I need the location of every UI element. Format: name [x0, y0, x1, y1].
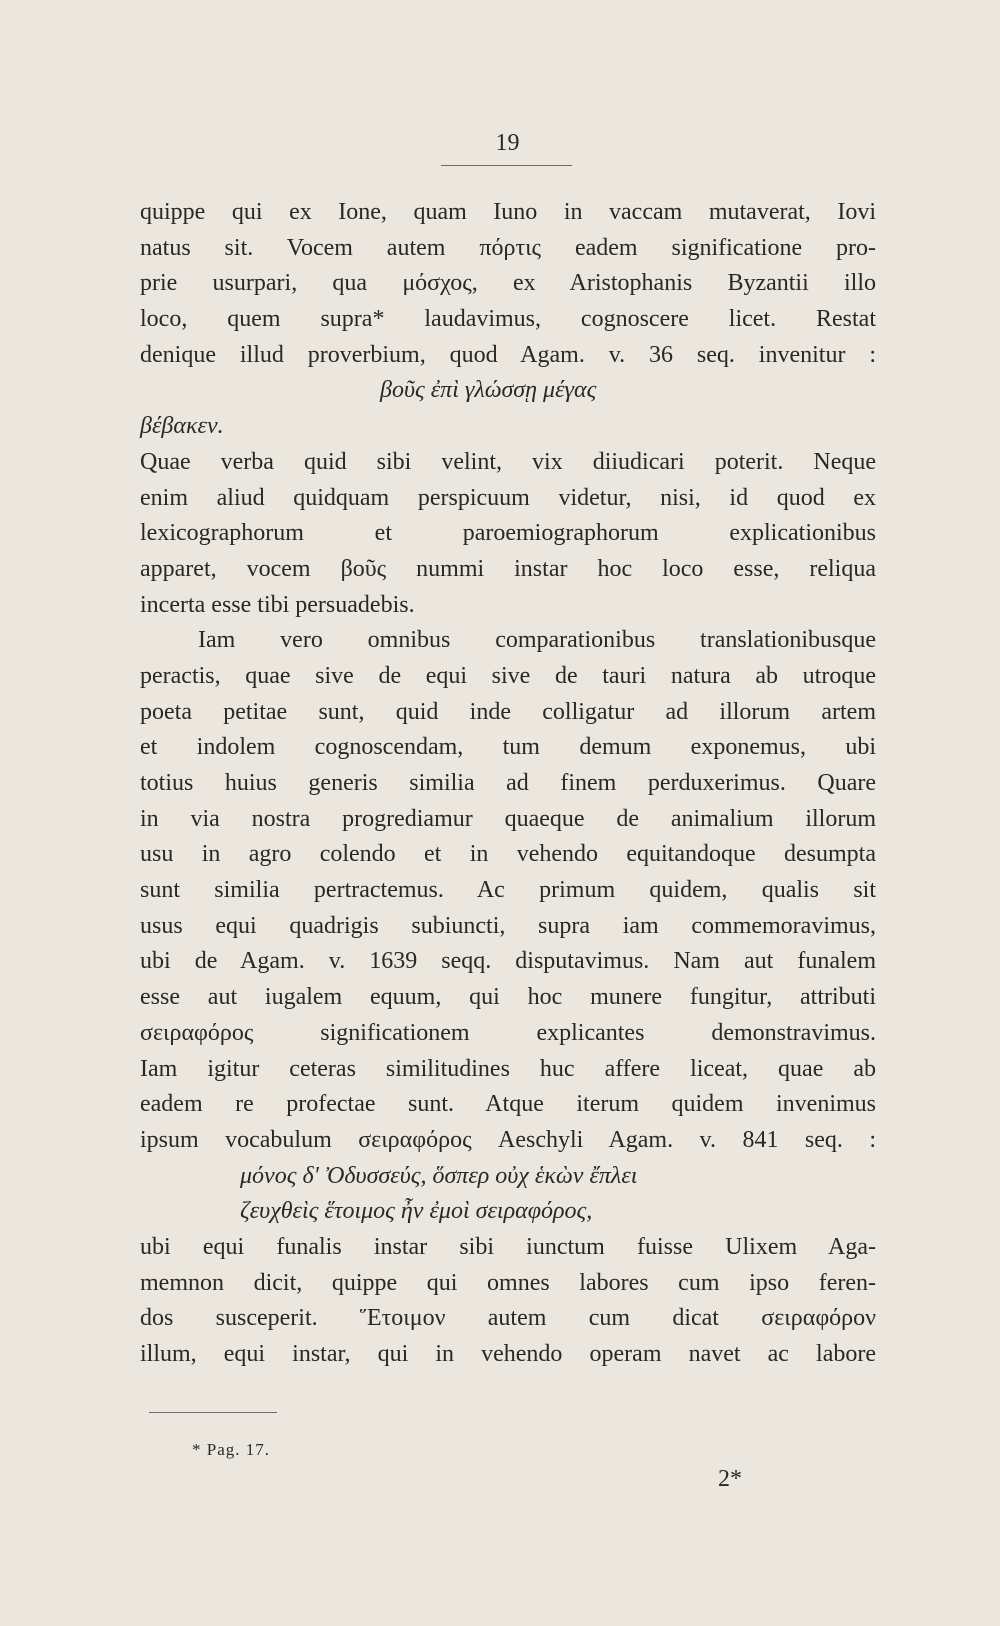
text-line: sunt similia pertractemus. Ac primum quidem, qualis sit	[140, 877, 876, 904]
text-line: illum, equi instar, qui in vehendo operam navet ac labore	[140, 1341, 876, 1367]
text-line: quippe qui ex Ione, quam Iuno in vaccam mutaverat, Iovi	[140, 199, 876, 225]
greek-quote-1	[140, 373, 876, 444]
text-line: enim aliud quidquam perspicuum videtur, nisi, id quod ex	[140, 484, 876, 511]
text-line: Quae verba quid sibi velint, vix diiudicari poterit. Neque	[140, 448, 876, 475]
text-line: eadem re profectae sunt. Atque iterum quidem invenimus	[140, 1091, 876, 1118]
text-line: prie usurpari, qua μόσχος, ex Aristophanis Byzantii illo	[140, 270, 876, 297]
paragraph-2	[140, 445, 876, 623]
quote-line: μόνος δ' Ὀδυσσεύς, ὅσπερ οὐχ ἑκὼν ἔπλει	[240, 1162, 638, 1189]
quote-line: ζευχθεὶς ἕτοιμος ἦν ἐμοὶ σειραφόρος,	[240, 1198, 593, 1225]
quote-line: βέβακεν.	[140, 413, 224, 440]
text-line: natus sit. Vocem autem πόρτις eadem significatione pro-	[140, 234, 876, 261]
greek-quote-2	[140, 1159, 876, 1230]
text-line: in via nostra progrediamur quaeque de animalium illorum	[140, 805, 876, 832]
paragraph-1	[140, 195, 876, 373]
text-line: ubi equi funalis instar sibi iunctum fuisse Ulixem Aga-	[140, 1233, 876, 1260]
text-line: lexicographorum et paroemiographorum explicationibus	[140, 520, 876, 547]
text-line: denique illud proverbium, quod Agam. v. 36 seq. invenitur :	[140, 341, 876, 368]
signature-mark: 2*	[718, 1466, 742, 1492]
paragraph-4	[140, 1230, 876, 1373]
text-line: usus equi quadrigis subiuncti, supra iam commemoravimus,	[140, 912, 876, 939]
text-line: et indolem cognoscendam, tum demum exponemus, ubi	[140, 734, 876, 761]
page-number: 19	[495, 130, 520, 156]
footnote-rule	[149, 1412, 277, 1413]
page-body	[140, 195, 876, 1373]
quote-line: βοῦς ἐπὶ γλώσσῃ μέγας	[380, 377, 597, 404]
text-line: loco, quem supra* laudavimus, cognoscere licet. Restat	[140, 306, 876, 333]
header-rule	[441, 165, 572, 166]
text-line: incerta esse tibi persuadebis.	[140, 591, 415, 618]
text-line: apparet, vocem βοῦς nummi instar hoc loco esse, reliqua	[140, 555, 876, 582]
text-line: ipsum vocabulum σειραφόρος Aeschyli Agam. v. 841 seq. :	[140, 1126, 876, 1153]
text-line: esse aut iugalem equum, qui hoc munere fungitur, attributi	[140, 984, 876, 1011]
text-line: Iam igitur ceteras similitudines huc affere liceat, quae ab	[140, 1055, 876, 1082]
text-line: σειραφόρος significationem explicantes demonstravimus.	[140, 1019, 876, 1046]
text-line: memnon dicit, quippe qui omnes labores cum ipso feren-	[140, 1269, 876, 1296]
text-line: usu in agro colendo et in vehendo equitandoque desumpta	[140, 841, 876, 868]
text-line: totius huius generis similia ad finem perduxerimus. Quare	[140, 770, 876, 796]
text-line: dos susceperit. Ἕτοιμον autem cum dicat σειραφόρον	[140, 1305, 876, 1332]
text-line: Iam vero omnibus comparationibus translationibusque	[198, 627, 876, 654]
footnote: * Pag. 17.	[192, 1440, 270, 1459]
text-line: ubi de Agam. v. 1639 seqq. disputavimus. Nam aut funalem	[140, 948, 876, 975]
paragraph-3	[140, 623, 876, 1158]
text-line: poeta petitae sunt, quid inde colligatur ad illorum artem	[140, 698, 876, 725]
text-line: peractis, quae sive de equi sive de tauri natura ab utroque	[140, 662, 876, 689]
